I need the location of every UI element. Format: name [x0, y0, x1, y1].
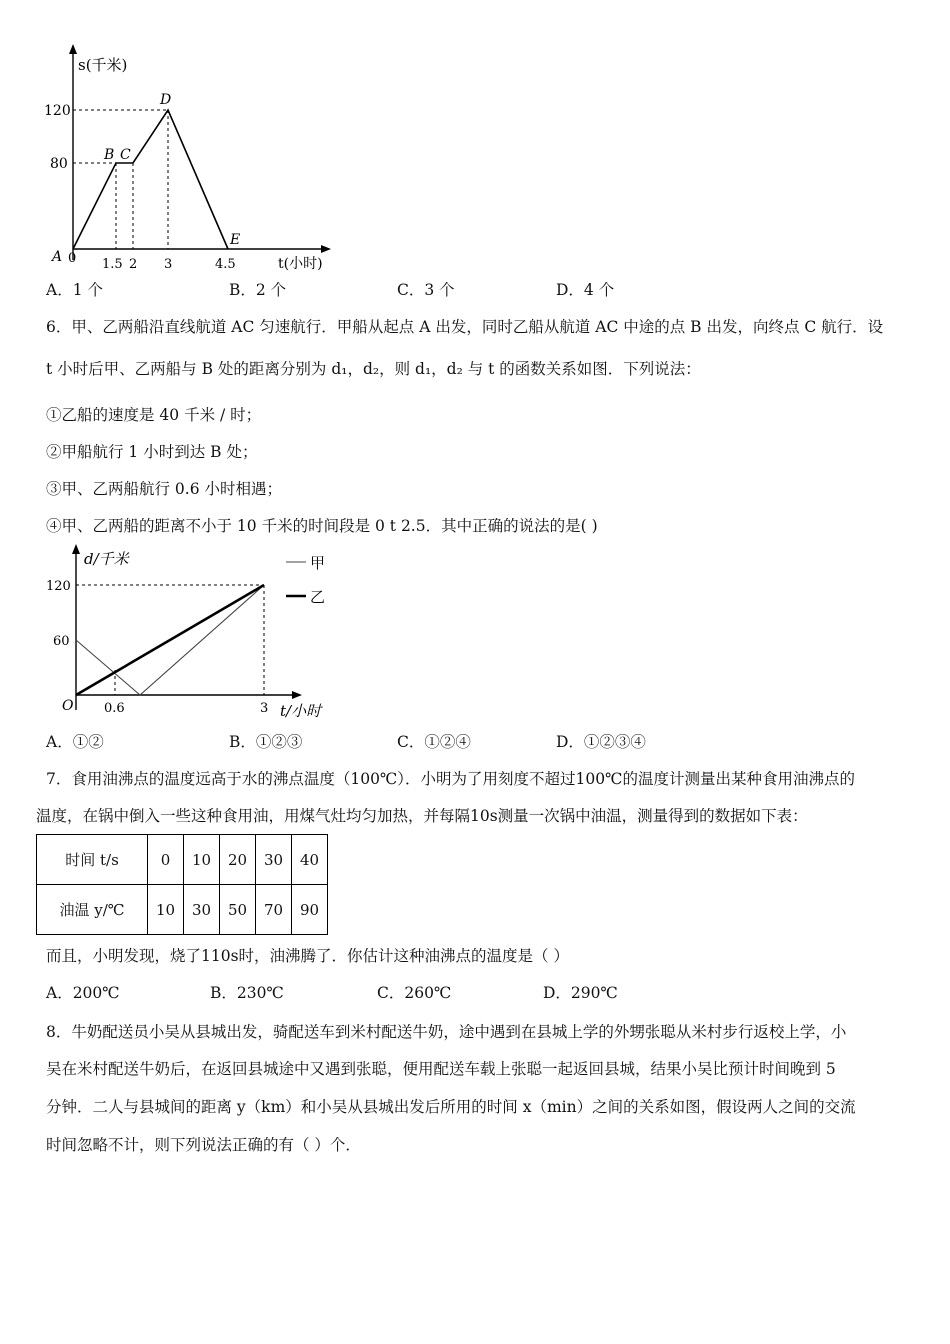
y-tick-80: 80	[50, 156, 68, 172]
x-tick-3: 3	[164, 257, 173, 272]
q6-line-2: t 小时后甲、乙两船与 B 处的距离分别为 d₁，d₂，则 d₁，d₂ 与 t 的函数关系如图．下列说法：	[46, 360, 701, 378]
q6-option-c[interactable]: C．①②④	[397, 733, 471, 751]
table-cell: 10	[148, 885, 184, 935]
q6-statement-2: ②甲船航行 1 小时到达 B 处；	[46, 443, 258, 461]
table-cell: 20	[220, 835, 256, 885]
legend-yi: 乙	[310, 588, 326, 606]
q6-option-b[interactable]: B．①②③	[229, 733, 303, 751]
q7-line-2: 温度，在锅中倒入一些这种食用油，用煤气灶均匀加热，并每隔10s测量一次锅中油温，测量得到的数据如下表：	[36, 807, 808, 825]
table-row	[37, 835, 328, 885]
q8-line-4: 时间忽略不计，则下列说法正确的有（ ）个．	[46, 1136, 361, 1154]
y-tick-120: 120	[44, 103, 71, 119]
q6-option-d[interactable]: D．①②③④	[556, 733, 646, 751]
table-cell: 0	[148, 835, 184, 885]
q8-line-3: 分钟．二人与县城间的距离 y（km）和小吴从县城出发后所用的时间 x（min）之间的关系如图，假设两人之间的交流	[46, 1098, 856, 1116]
q7-option-d[interactable]: D．290℃	[543, 984, 618, 1002]
q5-option-c[interactable]: C．3 个	[397, 281, 455, 299]
q7-option-c[interactable]: C．260℃	[377, 984, 452, 1002]
origin-label: 0	[68, 251, 77, 266]
point-d-label: D	[160, 92, 172, 108]
table-cell: 90	[292, 885, 328, 935]
point-c-label: C	[120, 147, 131, 163]
point-a-label: A	[52, 249, 63, 265]
table-cell: 50	[220, 885, 256, 935]
table-cell: 10	[184, 835, 220, 885]
q7-line-1: 7．食用油沸点的温度远高于水的沸点温度（100℃）．小明为了用刻度不超过100℃的温度计测量出某种食用油沸点的	[46, 770, 855, 788]
y-tick-60: 60	[53, 634, 70, 649]
q6-option-a[interactable]: A．①②	[46, 733, 104, 751]
x-axis-label: t(小时)	[278, 256, 323, 272]
table-header-temperature: 油温 y/℃	[37, 885, 148, 935]
q6-line-1: 6．甲、乙两船沿直线航道 AC 匀速航行．甲船从起点 A 出发，同时乙船从航道 AC 中途的点 B 出发，向终点 C 航行．设	[46, 318, 884, 336]
origin-label: O	[62, 698, 74, 714]
q5-option-b[interactable]: B．2 个	[229, 281, 287, 299]
y-tick-120: 120	[46, 579, 71, 594]
table-cell: 30	[184, 885, 220, 935]
distance-from-b-graph	[40, 540, 340, 725]
q7-option-a[interactable]: A．200℃	[46, 984, 120, 1002]
y-axis-label: s(千米)	[78, 56, 128, 74]
q7-option-b[interactable]: B．230℃	[210, 984, 284, 1002]
q8-line-2: 吴在米村配送牛奶后，在返回县城途中又遇到张聪，便用配送车载上张聪一起返回县城，结果小吴比预计时间晚到 5	[46, 1060, 836, 1078]
oil-temperature-table	[36, 834, 328, 935]
table-row	[37, 885, 328, 935]
distance-time-graph	[40, 40, 340, 280]
point-b-label: B	[104, 147, 115, 163]
legend-jia: 甲	[310, 554, 326, 572]
y-axis-label: d/千米	[84, 550, 129, 568]
x-tick-3: 3	[260, 701, 269, 716]
table-cell: 40	[292, 835, 328, 885]
x-tick-0-6: 0.6	[104, 701, 125, 716]
table-cell: 70	[256, 885, 292, 935]
point-e-label: E	[230, 232, 241, 248]
x-axis-label: t/小时	[280, 702, 322, 720]
q6-statement-4: ④甲、乙两船的距离不小于 10 千米的时间段是 0 t 2.5．其中正确的说法的是( )	[46, 517, 598, 535]
table-header-time: 时间 t/s	[37, 835, 148, 885]
q5-option-a[interactable]: A．1 个	[46, 281, 103, 299]
q5-option-d[interactable]: D．4 个	[556, 281, 615, 299]
x-tick-1-5: 1.5	[102, 257, 123, 272]
q7-line-3: 而且，小明发现，烧了110s时，油沸腾了．你估计这种油沸点的温度是（ ）	[46, 947, 569, 965]
x-tick-2: 2	[129, 257, 138, 272]
q8-line-1: 8．牛奶配送员小吴从县城出发，骑配送车到米村配送牛奶，途中遇到在县城上学的外甥张聪从米村步行返校上学，小	[46, 1023, 847, 1041]
x-tick-4-5: 4.5	[215, 257, 236, 272]
table-cell: 30	[256, 835, 292, 885]
q6-statement-1: ①乙船的速度是 40 千米 / 时；	[46, 406, 262, 424]
q6-statement-3: ③甲、乙两船航行 0.6 小时相遇；	[46, 480, 283, 498]
